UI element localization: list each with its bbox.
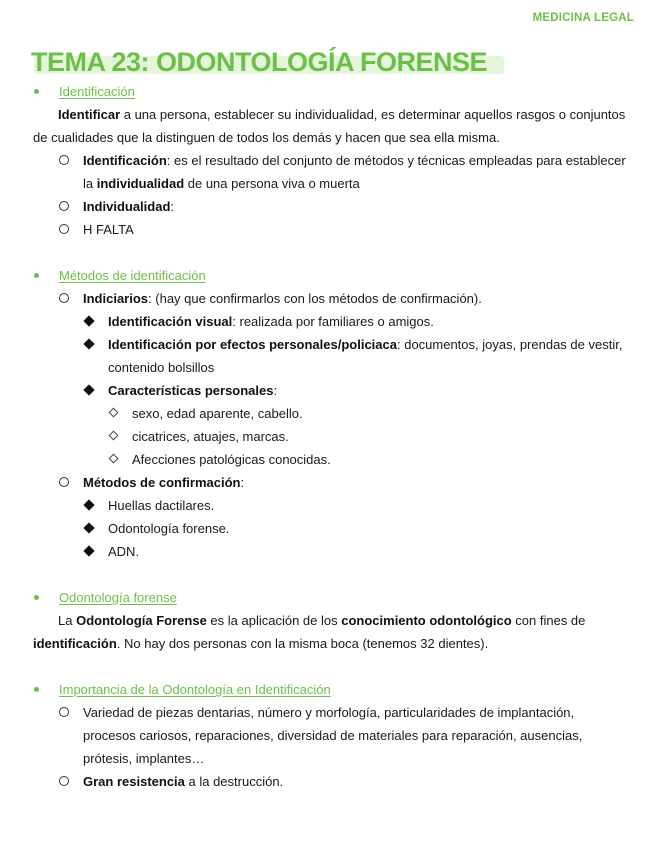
list-item-sub: sexo, edad aparente, cabello.	[0, 402, 656, 425]
list-item-adn: ADN.	[0, 540, 656, 563]
list-item-sub: cicatrices, atuajes, marcas.	[0, 425, 656, 448]
diamond-bullet-icon	[83, 545, 94, 556]
diamond-bullet-icon	[83, 522, 94, 533]
circle-bullet-icon	[59, 477, 69, 487]
outline-diamond-bullet-icon	[109, 408, 119, 418]
circle-bullet-icon	[59, 293, 69, 303]
diamond-bullet-icon	[83, 384, 94, 395]
circle-bullet-icon	[59, 224, 69, 234]
list-item-resistencia: Gran resistencia a la destrucción.	[0, 770, 656, 793]
diamond-bullet-icon	[83, 499, 94, 510]
list-item-variedad: Variedad de piezas dentarias, número y morfología, particularidades de implantación, procesos cariosos, reparaciones, diversidad de materiales para reparación, ausencias, prótesis, implantes…	[0, 701, 656, 770]
circle-bullet-icon	[59, 707, 69, 717]
circle-bullet-icon	[59, 776, 69, 786]
list-item-identificacion: Identificación: es el resultado del conjunto de métodos y técnicas empleadas para establecer la individualidad de una persona viva o muerta	[0, 149, 656, 195]
section-heading-metodos: Métodos de identificación	[0, 264, 656, 287]
outline-diamond-bullet-icon	[109, 454, 119, 464]
diamond-bullet-icon	[83, 315, 94, 326]
list-item-efectos-personales: Identificación por efectos personales/policiaca: documentos, joyas, prendas de vestir, contenido bolsillos	[0, 333, 656, 379]
list-item-sub: Afecciones patológicas conocidas.	[0, 448, 656, 471]
section-heading-odontologia-forense: Odontología forense	[0, 586, 656, 609]
paragraph-odontologia-forense: La Odontología Forense es la aplicación de los conocimiento odontológico con fines de identificación. No hay dos personas con la misma boca (tenemos 32 dientes).	[33, 613, 586, 651]
circle-bullet-icon	[59, 155, 69, 165]
section-heading-identificacion: Identificación	[0, 80, 656, 103]
list-item-odontologia: Odontología forense.	[0, 517, 656, 540]
outline-diamond-bullet-icon	[109, 431, 119, 441]
list-item-caracteristicas: Características personales:	[0, 379, 656, 402]
document-body	[0, 80, 656, 793]
bullet-dot-icon	[34, 595, 39, 600]
bullet-dot-icon	[34, 273, 39, 278]
bullet-dot-icon	[34, 687, 39, 692]
diamond-bullet-icon	[83, 338, 94, 349]
list-item-huellas: Huellas dactilares.	[0, 494, 656, 517]
bullet-dot-icon	[34, 89, 39, 94]
circle-bullet-icon	[59, 201, 69, 211]
list-item-confirmacion: Métodos de confirmación:	[0, 471, 656, 494]
page-title: TEMA 23: ODONTOLOGÍA FORENSE	[31, 47, 488, 77]
section-heading-importancia: Importancia de la Odontología en Identificación	[0, 678, 656, 701]
header-subject: MEDICINA LEGAL	[532, 12, 634, 24]
list-item-individualidad: Individualidad:	[0, 195, 656, 218]
list-item-h-falta: H FALTA	[0, 218, 656, 241]
list-item-indiciarios: Indiciarios: (hay que confirmarlos con los métodos de confirmación).	[0, 287, 656, 310]
list-item-identificacion-visual: Identificación visual: realizada por familiares o amigos.	[0, 310, 656, 333]
paragraph-identificar: Identificar a una persona, establecer su individualidad, es determinar aquellos rasgos o conjuntos de cualidades que la distinguen de todos los demás y hacen que sea ella misma.	[33, 107, 626, 145]
